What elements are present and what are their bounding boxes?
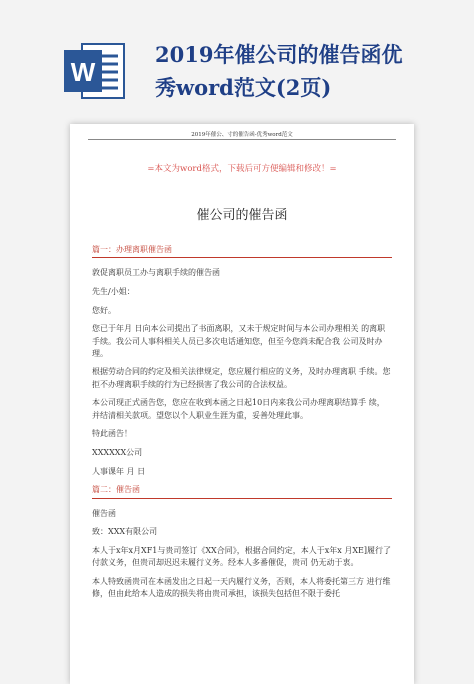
paragraph: 您好。 (92, 305, 116, 315)
paragraph: 特此函告！ (92, 429, 132, 439)
page-title-line-2: 秀word范文(2页) (155, 75, 332, 100)
header-rule (88, 139, 396, 140)
section-heading: 篇二：催告函 (92, 484, 392, 498)
paragraph: 致：XXX有限公司 (92, 527, 158, 537)
document-page (70, 124, 414, 684)
header (0, 0, 474, 125)
page-title (155, 38, 455, 104)
document-body (92, 244, 392, 607)
paragraph: 您已于年月 日向本公司提出了书面离职，又未于规定时间与本公司办理相关 的离职手续。我公司人事科相关人员已多次电话通知您，但至今您尚未配合我 公司及时办理。 (92, 324, 386, 358)
paragraph: 先生/小姐： (92, 286, 135, 296)
document-title: 催公司的催告函 (196, 208, 288, 223)
running-head: 2019年催公、寸的催告函-优秀word范文 (191, 132, 293, 138)
paragraph: XXXXXX公司 (92, 447, 143, 457)
paragraph: 本人于x年x月XF1与贵司签订《XX合同》，根据合同约定，本人于x年x 月XE]履行了付款义务，但贵司却迟迟未履行义务。经本人多番催促，贵司 仍无动于衷。 (92, 545, 391, 568)
paragraph: 本公司现正式函告您，您应在收到本函之日起10日内来我公司办理离职结算手 续，并结清相关款项。望您以个人职业生涯为重，妥善处理此事。 (92, 398, 385, 420)
word-letter: W (70, 57, 96, 87)
paragraph: 催告函 (92, 508, 116, 518)
page-title-line-1: 2019年催公司的催告函优 (155, 42, 403, 67)
paragraph: 本人特致函贵司在本函发出之日起一天内履行义务，否则，本人将委托第三方 进行维修，但由此给本人造成的损失将由贵司承担，该损失包括但不限于委托 (92, 576, 391, 599)
word-document-icon (62, 40, 128, 102)
section-heading: 篇一：办理离职催告函 (92, 244, 392, 258)
paragraph: 人事课年 月 日 (92, 466, 146, 476)
paragraph: 敦促离职员工办与离职手续的催告函 (92, 268, 220, 278)
format-notice: =本文为word格式，下载后可方便编辑和修改！= (147, 164, 337, 174)
paragraph: 根据劳动合同的约定及相关法律规定，您应履行相应的义务，及时办理离职 手续。您拒不办理离职手续的行为已经损害了我公司的合法权益。 (92, 367, 391, 389)
